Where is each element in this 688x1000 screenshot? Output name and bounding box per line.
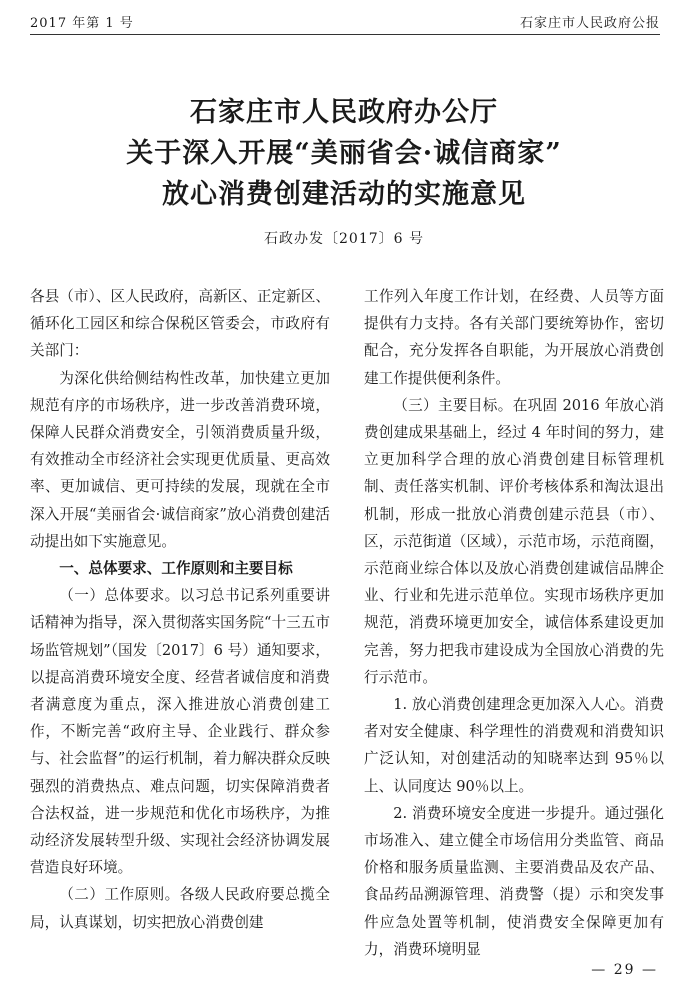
part-1-paragraph	[30, 582, 330, 881]
continued-paragraph: 工作列入年度工作计划，在经费、人员等方面提供有力支持。各有关部门要统筹协作，密切配合，充分发挥各自职能，为开展放心消费创建工作提供便利条件。	[364, 288, 664, 387]
part-3-paragraph	[364, 392, 664, 691]
left-column	[30, 283, 330, 936]
addressee: 各县（市）、区人民政府，高新区、正定新区、循环化工园区和综合保税区管委会，市政府有关部门：	[30, 288, 330, 360]
running-header	[30, 8, 660, 35]
issue-label: 2017 年第 1 号	[30, 16, 134, 31]
part-3-text: 在巩固 2016 年放心消费创建成果基础上，经过 4 年时间的努力，建立更加科学合理的放心消费创建目标管理机制、责任落实机制、评价考核体系和淘汰退出机制，形成一批放心消费创建示范县（市）、区，示范街道（区域），示范市场，示范商圈，示范商业综合体以及放心消费创建诚信品牌企业、行业和先进示范单位。实现市场秩序更加规范，消费环境更加安全，诚信体系建设更加完善，努力把我市建设成为全国放心消费的先行示范市。	[364, 396, 664, 686]
goal-1-paragraph: 1. 放心消费创建理念更加深入人心。消费者对安全健康、科学理性的消费观和消费知识广泛认知，对创建活动的知晓率达到 95％以上、认同度达 90％以上。	[364, 696, 664, 795]
intro-paragraph: 为深化供给侧结构性改革，加快建立更加规范有序的市场秩序，进一步改善消费环境，保障人民群众消费安全，引领消费质量升级，有效推动全市经济社会实现更优质量、更高效率、更加诚信、更可持续的发展，现就在全市深入开展“美丽省会·诚信商家”放心消费创建活动提出如下实施意见。	[30, 369, 330, 550]
publication-name: 石家庄市人民政府公报	[519, 16, 660, 31]
document-number: 石政办发〔2017〕6 号	[264, 231, 424, 247]
part-3-label: （三）主要目标。	[393, 396, 513, 414]
section-1-heading: 一、总体要求、工作原则和主要目标	[59, 560, 293, 578]
title-line-3: 放心消费创建活动的实施意见	[162, 179, 526, 210]
part-2-text: 各级人民政府要总揽全局，认真谋划，切实把放心消费创建	[30, 886, 330, 931]
page-number: — 29 —	[591, 962, 658, 978]
title-line-1: 石家庄市人民政府办公厅	[190, 97, 498, 128]
part-1-label: （一）总体要求。	[59, 587, 180, 605]
title-line-2: 关于深入开展“美丽省会·诚信商家”	[126, 138, 562, 169]
goal-2-paragraph: 2. 消费环境安全度进一步提升。通过强化市场准入、建立健全市场信用分类监管、商品价格和服务质量监测、主要消费品及农产品、食品药品溯源管理、消费警（提）示和突发事件应急处置等机制，使消费安全保障更加有力，消费环境明显	[364, 804, 664, 958]
part-2-paragraph	[30, 881, 330, 935]
part-2-label: （二）工作原则。	[59, 886, 180, 904]
right-column	[364, 283, 664, 963]
part-1-text: 以习总书记系列重要讲话精神为指导，深入贯彻落实国务院“十三五市场监管规划”（国发〔2017〕6 号）通知要求，以提高消费环境安全度、经营者诚信度和消费者满意度为重点，深入推进放心消费创建工作，不断完善“政府主导、企业践行、群众参与、社会监督”的运行机制，着力解决群众反映强烈的消费热点、难点问题，切实保障消费者合法权益，进一步规范和优化市场秩序，为推动经济发展转型升级、实现社会经济协调发展营造良好环境。	[30, 587, 330, 877]
document-title	[0, 92, 688, 215]
